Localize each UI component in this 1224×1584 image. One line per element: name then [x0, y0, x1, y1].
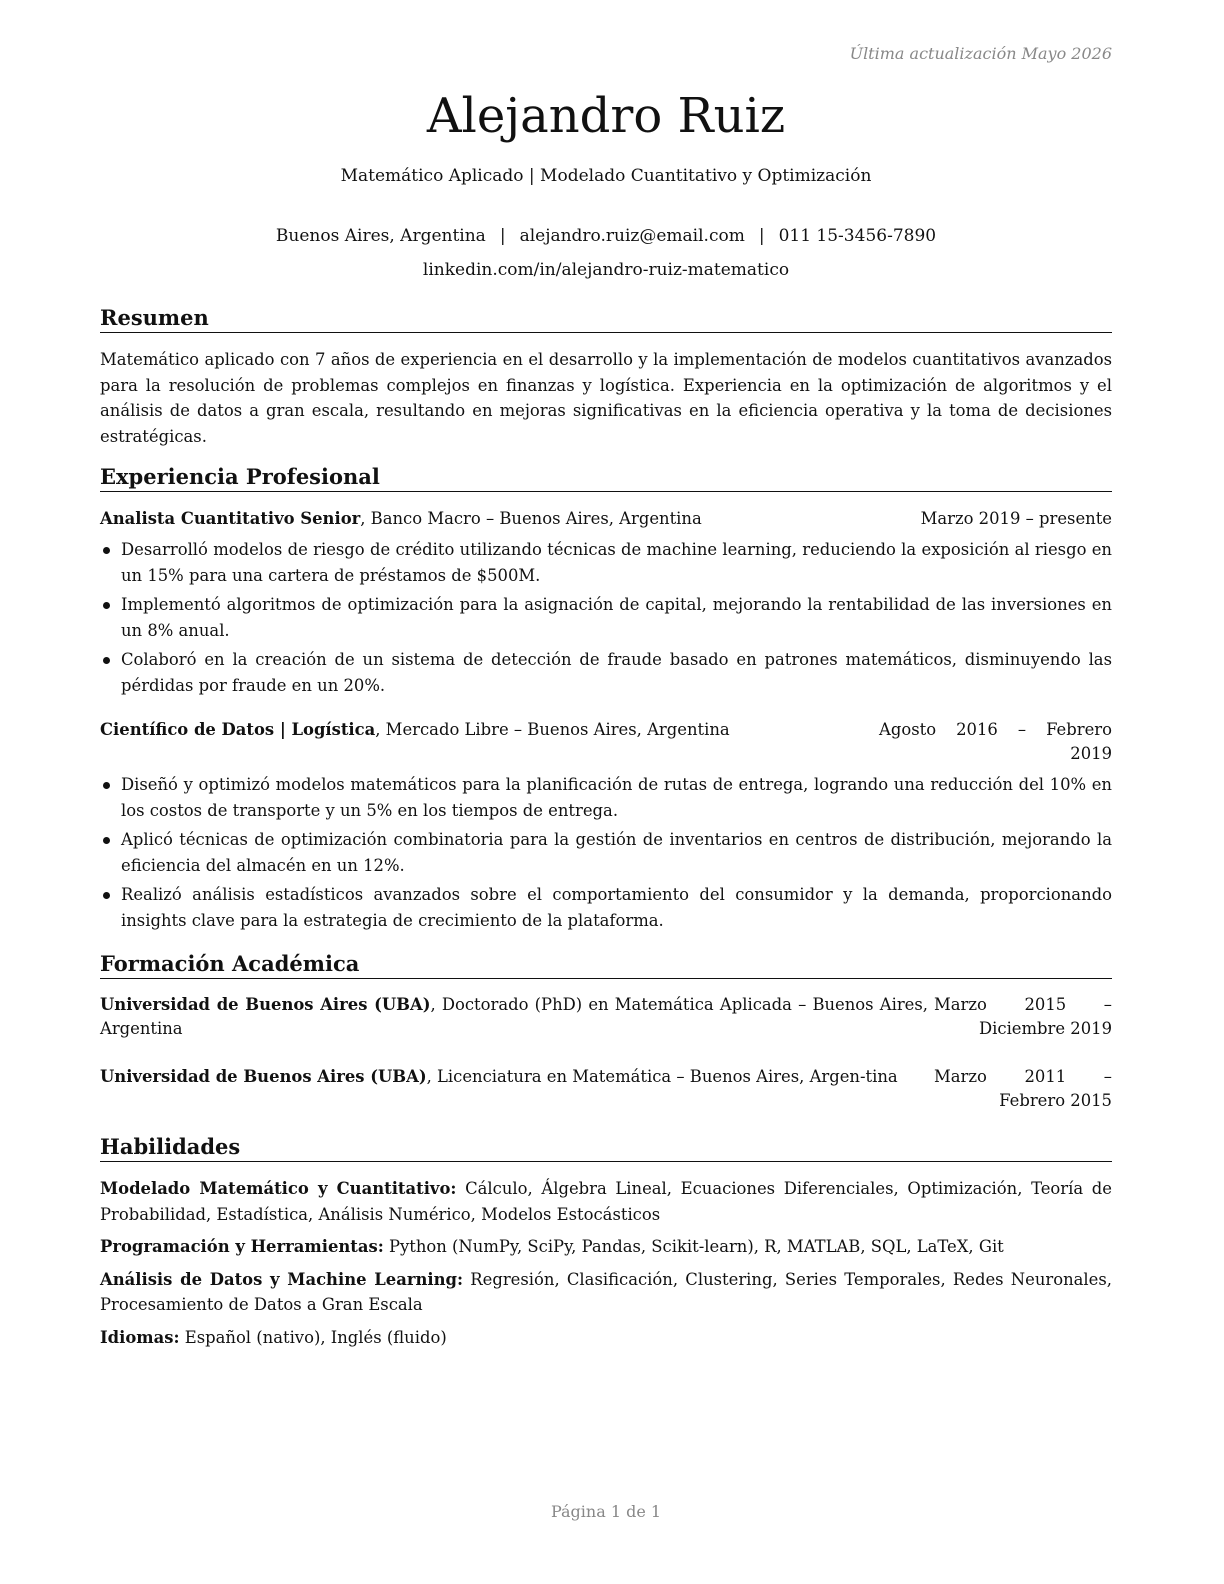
job-role: Analista Cuantitativo Senior	[100, 509, 361, 528]
skill-row	[100, 1267, 1112, 1318]
list-item: Realizó análisis estadísticos avanzados sobre el comportamiento del consumidor y la demanda, proporcionando insights clave para la estrategia de crecimiento de la plataforma.	[100, 882, 1112, 933]
contact-info	[100, 219, 1112, 287]
job-role: Científico de Datos | Logística	[100, 720, 376, 739]
job-dates: Marzo 2019 – presente	[920, 509, 1112, 528]
education-section	[100, 951, 1112, 1113]
education-institution: Universidad de Buenos Aires (UBA)	[100, 995, 431, 1014]
job-dates: Agosto 2016 – Febrero 2019	[879, 720, 1112, 763]
list-item: Implementó algoritmos de optimización para la asignación de capital, mejorando la rentabilidad de las inversiones en un 8% anual.	[100, 592, 1112, 643]
skill-label: Análisis de Datos y Machine Learning:	[100, 1269, 464, 1289]
skill-label: Programación y Herramientas:	[100, 1237, 384, 1256]
education-detail: , Licenciatura en Matemática – Buenos Aires, Argen-tina	[426, 1067, 898, 1086]
education-detail: , Doctorado (PhD) en Matemática Aplicada – Buenos Aires, Argentina	[100, 995, 928, 1038]
contact-separator: |	[758, 226, 765, 246]
skill-label: Idiomas:	[100, 1327, 180, 1347]
job-header	[100, 507, 1112, 531]
section-title-education: Formación Académica	[100, 951, 1112, 979]
section-title-skills: Habilidades	[100, 1134, 1112, 1162]
skill-row	[100, 1234, 1112, 1260]
list-item: Desarrolló modelos de riesgo de crédito utilizando técnicas de machine learning, reduciendo la exposición al riesgo en un 15% para una cartera de préstamos de $500M.	[100, 537, 1112, 588]
job-entry	[100, 507, 1112, 698]
job-company: , Mercado Libre – Buenos Aires, Argentina	[375, 720, 730, 739]
contact-separator: |	[499, 226, 506, 246]
phone: 011 15-3456-7890	[778, 226, 937, 246]
job-header	[100, 718, 1112, 766]
job-bullets	[100, 772, 1112, 933]
contact-line-1	[100, 219, 1112, 253]
education-dates: Marzo 2015 – Diciembre 2019	[934, 995, 1112, 1038]
resume-page	[100, 0, 1112, 1584]
tagline: Matemático Aplicado | Modelado Cuantitativo y Optimización	[340, 166, 872, 186]
page-number: Página 1 de 1	[550, 1502, 662, 1521]
last-updated: Última actualización Mayo 2026	[849, 44, 1112, 63]
education-entry	[100, 993, 1112, 1041]
job-company: , Banco Macro – Buenos Aires, Argentina	[360, 509, 702, 528]
skill-value: Python (NumPy, SciPy, Pandas, Scikit-learn), R, MATLAB, SQL, LaTeX, Git	[383, 1237, 1004, 1256]
experience-section	[100, 464, 1112, 937]
email-link[interactable]: alejandro.ruiz@email.com	[519, 226, 745, 246]
list-item: Aplicó técnicas de optimización combinatoria para la gestión de inventarios en centros de distribución, mejorando la eficiencia del almacén en un 12%.	[100, 827, 1112, 878]
section-title-experience: Experiencia Profesional	[100, 464, 1112, 492]
summary-section	[100, 305, 1112, 449]
skill-row	[100, 1176, 1112, 1227]
skill-value: Cálculo, Álgebra Lineal, Ecuaciones Diferenciales, Optimización, Teoría de Probabilidad, Estadística, Análisis Numérico, Modelos Estocásticos	[100, 1179, 1113, 1224]
skill-value: Regresión, Clasificación, Clustering, Series Temporales, Redes Neuronales, Procesamiento de Datos a Gran Escala	[100, 1269, 1112, 1314]
location: Buenos Aires, Argentina	[275, 226, 486, 246]
section-title-summary: Resumen	[100, 305, 1112, 333]
skill-row	[100, 1325, 1112, 1351]
skills-section	[100, 1134, 1112, 1357]
education-entry	[100, 1065, 1112, 1113]
linkedin-link[interactable]: linkedin.com/in/alejandro-ruiz-matematico	[422, 260, 790, 280]
list-item: Colaboró en la creación de un sistema de detección de fraude basado en patrones matemáticos, disminuyendo las pérdidas por fraude en un 20%.	[100, 647, 1112, 698]
job-bullets	[100, 537, 1112, 698]
skill-value: Español (nativo), Inglés (fluido)	[179, 1327, 447, 1347]
education-institution: Universidad de Buenos Aires (UBA)	[100, 1067, 427, 1086]
candidate-name: Alejandro Ruiz	[426, 88, 786, 144]
summary-text: Matemático aplicado con 7 años de experiencia en el desarrollo y la implementación de modelos cuantitativos avanzados para la resolución de problemas complejos en finanzas y logística. Experiencia en la optimización de algoritmos y el análisis de datos a gran escala, resultando en mejoras significativas en la eficiencia operativa y la toma de decisiones estratégicas.	[100, 350, 1112, 446]
skill-label: Modelado Matemático y Cuantitativo:	[100, 1179, 457, 1198]
education-dates: Marzo 2011 – Febrero 2015	[934, 1067, 1112, 1110]
list-item: Diseñó y optimizó modelos matemáticos para la planificación de rutas de entrega, logrando una reducción del 10% en los costos de transporte y un 5% en los tiempos de entrega.	[100, 772, 1112, 823]
job-entry	[100, 718, 1112, 933]
